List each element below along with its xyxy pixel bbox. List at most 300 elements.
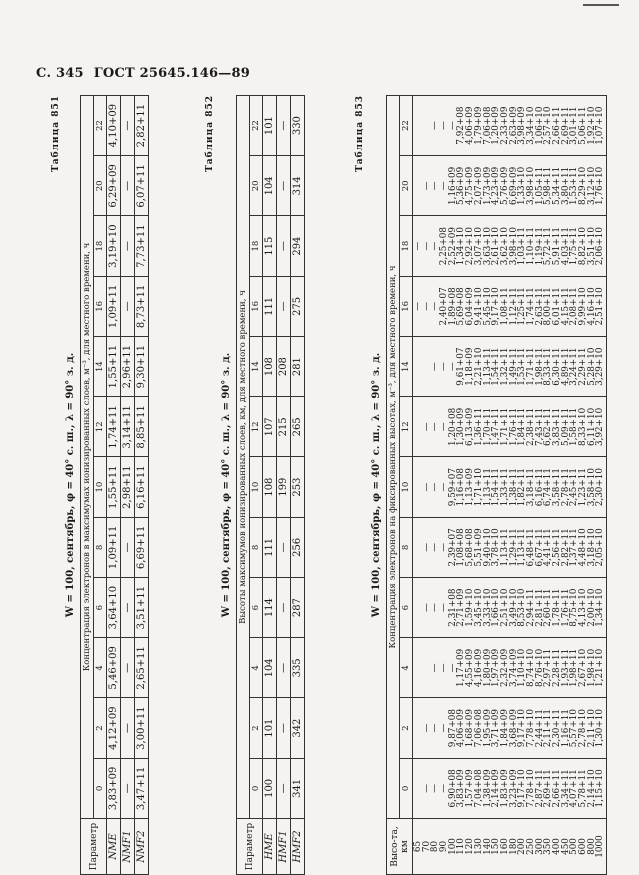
table-cell: 1,71+11 <box>525 347 536 386</box>
table-cell: 2,57+10 <box>543 106 554 145</box>
table-cell: — <box>439 783 450 793</box>
table-cell: 1,20+09 <box>491 106 502 145</box>
table-cell: 4,15+11 <box>560 287 571 326</box>
rotated-tables <box>51 95 621 875</box>
table-852-param-header: Параметр <box>237 819 263 875</box>
table-row <box>121 96 135 875</box>
table-cell: — <box>413 301 423 311</box>
table-cell: 2,14+10 <box>586 769 597 808</box>
table-cell: 9,17+10 <box>491 287 502 326</box>
table-cell: 1,74+11 <box>525 287 536 326</box>
table-cell: — <box>439 482 450 492</box>
table-cell: 8,85+11 <box>135 397 149 457</box>
table-cell: 3,80+11 <box>560 166 571 205</box>
table-cell: 2,82+11 <box>135 96 149 156</box>
table-cell: — <box>439 723 450 733</box>
table-cell: 6,90+08 <box>447 769 458 808</box>
table-cell: 7,04+08 <box>473 769 484 808</box>
table-cell: 215 <box>277 397 291 457</box>
table-cell: 2,96+11 <box>121 337 135 397</box>
table-cell: — <box>421 422 432 432</box>
table-cell: 1,82+11 <box>517 468 528 507</box>
table-cell: 1,30+10 <box>595 709 606 748</box>
table-cell: 2,67+10 <box>578 648 589 687</box>
table-cell: 294 <box>291 216 305 276</box>
table-cell: 3,83+09 <box>456 769 467 808</box>
table-cell: 3,68+09 <box>508 709 519 748</box>
table-cell: 3,00+11 <box>135 698 149 758</box>
table-cell: 3,49+10 <box>508 588 519 627</box>
hour-header: 14 <box>94 337 107 397</box>
height-value: 140 <box>482 838 493 855</box>
table-cell: 6,67+11 <box>534 528 545 567</box>
table-cell: 5,76+09 <box>499 166 510 205</box>
table-cell: 287 <box>291 578 305 638</box>
table-cell: 3,12+10 <box>586 166 597 205</box>
table-cell: 1,54+11 <box>491 347 502 386</box>
table-cell: 2,39+07 <box>447 528 458 567</box>
table-cell: 1,09+11 <box>107 517 121 577</box>
table-cell: 1,84+11 <box>517 407 528 446</box>
table-cell: 7,78+10 <box>525 769 536 808</box>
table-cell: 3,64+10 <box>107 578 121 638</box>
table-cell: — <box>439 181 450 191</box>
table-cell: 9,41+10 <box>473 287 484 326</box>
table-cell: 4,12+09 <box>107 698 121 758</box>
table-851-param-header: Параметр <box>81 819 107 875</box>
height-value: 600 <box>578 838 589 855</box>
table-cell: 253 <box>291 457 305 517</box>
table-cell: 5,06+11 <box>578 106 589 145</box>
table-cell: 2,30+11 <box>552 709 562 748</box>
table-cell: 5,57+10 <box>569 709 580 748</box>
table-cell: 4,07+11 <box>569 769 580 808</box>
table-cell: — <box>421 542 432 552</box>
table-cell: 6,62+11 <box>543 407 554 446</box>
table-853-height-header: Высо-та, км <box>387 819 413 875</box>
table-cell: 1,10+11 <box>525 227 536 266</box>
param-name: HME <box>263 819 277 875</box>
table-cell: 7,73+11 <box>135 216 149 276</box>
height-value: 65 <box>413 840 423 853</box>
table-cell: 1,17+09 <box>456 648 467 687</box>
param-name: HMF1 <box>277 819 291 875</box>
table-row <box>107 96 121 875</box>
hour-header: 8 <box>400 517 413 577</box>
table-cell: 9,87+08 <box>447 709 458 748</box>
table-cell: 1,13+09 <box>465 468 476 507</box>
table-852-subcaption: Высоты максимумов ионизированных слоев, км, для местного времени, ч <box>237 96 250 819</box>
table-853-subcaption: Концентрация электронов на фиксированных высотах, м⁻³, для местного времени, ч <box>387 96 400 819</box>
table-853-hours-row <box>400 96 413 875</box>
table-cell: 4,48+10 <box>578 528 589 567</box>
table-cell: 1,53+11 <box>569 166 580 205</box>
hour-header: 16 <box>400 276 413 336</box>
table-cell: 8,82+10 <box>578 227 589 266</box>
table-cell: 1,93+11 <box>560 648 571 687</box>
table-cell: 2,69+11 <box>560 106 571 145</box>
table-852 <box>236 95 305 875</box>
table-cell: 1,33+11 <box>499 468 510 507</box>
table-cell: 3,07+10 <box>473 227 484 266</box>
table-cell: 3,58+10 <box>586 468 597 507</box>
table-cell: 341 <box>291 758 305 818</box>
table-cell: 330 <box>291 96 305 156</box>
hour-header: 14 <box>400 337 413 397</box>
height-value: 130 <box>473 838 484 855</box>
table-cell: 2,94+11 <box>525 588 536 627</box>
table-853-block <box>355 95 607 875</box>
table-cell: 1,21+10 <box>595 648 606 687</box>
height-value: 250 <box>525 838 536 855</box>
table-cell: 2,14+09 <box>491 769 502 808</box>
table-cell: 6,29+09 <box>107 156 121 216</box>
table-cell: 6,11+10 <box>586 407 597 446</box>
table-cell: 4,16+09 <box>473 648 484 687</box>
table-cell: 2,81+11 <box>534 588 545 627</box>
table-853-heights-column <box>413 819 607 875</box>
height-value: 300 <box>534 838 545 855</box>
height-value: 1000 <box>595 835 606 858</box>
table-cell: 2,51+10 <box>595 287 606 326</box>
table-cell: 104 <box>263 638 277 698</box>
table-cell: 2,45+11 <box>569 468 580 507</box>
table-cell: 1,33+10 <box>517 166 528 205</box>
table-cell: — <box>421 241 432 251</box>
table-cell: 3,14+11 <box>121 397 135 457</box>
hour-header: 20 <box>94 156 107 216</box>
hour-header: 18 <box>94 216 107 276</box>
table-cell: 2,44+11 <box>534 709 545 748</box>
table-cell: — <box>277 96 291 156</box>
table-cell: 1,25+11 <box>517 287 528 326</box>
table-cell: 3,78+10 <box>491 528 502 567</box>
table-cell: — <box>430 542 441 552</box>
table-cell: 1,08+11 <box>499 287 510 326</box>
table-cell: 1,13+11 <box>482 468 493 507</box>
hour-header: 8 <box>94 517 107 577</box>
hour-header: 22 <box>400 96 413 156</box>
table-cell: 6,74+11 <box>543 468 554 507</box>
table-cell: 2,87+11 <box>534 769 545 808</box>
hour-header: 0 <box>400 758 413 818</box>
hour-header: 4 <box>400 638 413 698</box>
table-cell: 2,63+09 <box>508 106 519 145</box>
hour-header: 22 <box>250 96 263 156</box>
table-cell: 1,95+09 <box>482 709 493 748</box>
table-cell: 4,41+11 <box>543 528 554 567</box>
hour-header: 10 <box>250 457 263 517</box>
table-cell: — <box>430 121 441 131</box>
table-cell: 1,37+11 <box>569 528 580 567</box>
table-cell: 2,28+11 <box>552 648 562 687</box>
table-cell: 4,23+09 <box>491 166 502 205</box>
table-cell: 5,91+11 <box>552 227 562 266</box>
table-cell: — <box>421 301 432 311</box>
table-cell: — <box>447 121 458 131</box>
table-853-column <box>413 517 607 577</box>
table-cell: — <box>413 241 423 251</box>
table-cell: 6,13+09 <box>465 407 476 446</box>
table-cell: 7,06+08 <box>482 106 493 145</box>
table-cell: 1,53+11 <box>517 347 528 386</box>
hour-header: 16 <box>94 276 107 336</box>
table-cell: 6,69+11 <box>135 517 149 577</box>
table-cell: 4,03+11 <box>560 227 571 266</box>
table-cell: 314 <box>291 156 305 216</box>
table-cell: — <box>121 276 135 336</box>
table-cell: 2,60+11 <box>543 588 554 627</box>
hour-header: 10 <box>94 457 107 517</box>
table-cell: — <box>121 638 135 698</box>
table-row <box>135 96 149 875</box>
height-value: 80 <box>430 840 441 853</box>
table-cell: 2,30+10 <box>595 468 606 507</box>
table-cell: 4,06+09 <box>465 106 476 145</box>
table-cell: 7,43+11 <box>534 407 545 446</box>
table-cell: 5,36+09 <box>456 166 467 205</box>
hour-header: 18 <box>400 216 413 276</box>
table-cell: 335 <box>291 638 305 698</box>
table-853-caption: W = 100, сентябрь, φ = 40° с. ш., λ = 90° з. д. <box>371 352 382 618</box>
table-853-title: Таблица 853 <box>355 95 365 172</box>
hour-header: 20 <box>400 156 413 216</box>
table-cell: 9,61+07 <box>456 347 467 386</box>
table-cell: 1,09+11 <box>107 276 121 336</box>
table-cell: 1,80+09 <box>482 648 493 687</box>
hour-header: 6 <box>94 578 107 638</box>
hour-header: 16 <box>250 276 263 336</box>
table-cell: 8,29+10 <box>578 166 589 205</box>
table-cell: 1,23+11 <box>578 468 589 507</box>
table-cell: 5,51+09 <box>473 528 484 567</box>
table-cell: 5,45+10 <box>482 287 493 326</box>
table-cell: 2,11+11 <box>543 709 554 748</box>
table-cell: 3,29+10 <box>595 347 606 386</box>
table-cell: 3,83+09 <box>107 758 121 818</box>
table-row <box>263 96 277 875</box>
table-cell: 1,66+10 <box>491 588 502 627</box>
table-cell: 1,08+08 <box>456 528 467 567</box>
table-cell: 1,38+09 <box>482 769 493 808</box>
table-cell: 199 <box>277 457 291 517</box>
table-cell: — <box>430 783 441 793</box>
table-cell: 3,45+10 <box>473 588 484 627</box>
table-853 <box>386 95 607 875</box>
table-853-column <box>413 638 607 698</box>
table-cell: 3,62+10 <box>499 227 510 266</box>
table-cell: 1,76+10 <box>595 166 606 205</box>
table-cell: 5,78+11 <box>578 769 589 808</box>
table-853-column <box>413 457 607 517</box>
hour-header: 12 <box>400 397 413 457</box>
table-cell: 8,73+11 <box>135 276 149 336</box>
height-value: 450 <box>560 838 571 855</box>
table-853-column <box>413 216 607 276</box>
table-cell: 1,29+11 <box>508 528 519 567</box>
table-cell: 8,76+10 <box>534 648 545 687</box>
table-cell: 9,17+10 <box>517 709 528 748</box>
param-name: HMF2 <box>291 819 305 875</box>
table-cell: 1,59+10 <box>465 588 476 627</box>
table-cell: — <box>121 156 135 216</box>
table-cell: 2,82+11 <box>560 528 571 567</box>
table-853-column <box>413 337 607 397</box>
table-cell: 6,01+11 <box>552 287 562 326</box>
table-cell: 4,55+09 <box>465 648 476 687</box>
table-cell: 3,47+11 <box>135 758 149 818</box>
table-cell: 342 <box>291 698 305 758</box>
table-cell: 1,98+11 <box>534 347 545 386</box>
table-cell: — <box>421 603 432 613</box>
table-cell: 2,69+11 <box>543 769 554 808</box>
table-cell: 3,98+10 <box>508 227 519 266</box>
table-cell: 1,68+09 <box>465 709 476 748</box>
table-cell: 1,75+11 <box>569 227 580 266</box>
table-cell: 2,78+11 <box>560 468 571 507</box>
table-cell: 2,78+10 <box>578 709 589 748</box>
table-cell: — <box>439 542 450 552</box>
table-cell: 2,38+11 <box>525 407 536 446</box>
table-cell: 2,33+09 <box>499 106 510 145</box>
table-cell: 3,51+11 <box>135 578 149 638</box>
height-value: 100 <box>447 838 458 855</box>
table-cell: 1,30+09 <box>456 407 467 446</box>
table-cell: 6,48+11 <box>525 528 536 567</box>
table-cell: 1,32+11 <box>499 347 510 386</box>
table-cell: 2,31+08 <box>447 588 458 627</box>
table-cell: 6,16+11 <box>135 457 149 517</box>
table-cell: 9,59+07 <box>447 468 458 507</box>
table-cell: 4,06+09 <box>456 709 467 748</box>
table-cell: — <box>421 723 432 733</box>
table-cell: 8,75+10 <box>569 588 580 627</box>
table-cell: 1,97+09 <box>491 648 502 687</box>
table-cell: 2,00+10 <box>586 588 597 627</box>
table-cell: 6,04+09 <box>465 287 476 326</box>
table-cell: 7,92+08 <box>456 106 467 145</box>
table-cell: 1,79+09 <box>473 106 484 145</box>
table-cell: 101 <box>263 96 277 156</box>
table-cell: 5,68+08 <box>465 528 476 567</box>
table-cell: 2,61+10 <box>491 227 502 266</box>
hour-header: 8 <box>250 517 263 577</box>
table-cell: 1,15+10 <box>595 769 606 808</box>
table-cell: 1,70+11 <box>482 407 493 446</box>
table-cell: 2,05+10 <box>595 528 606 567</box>
table-cell: 111 <box>263 276 277 336</box>
table-cell: — <box>430 482 441 492</box>
table-cell: 1,83+09 <box>499 769 510 808</box>
table-cell: 107 <box>263 397 277 457</box>
height-value: 160 <box>499 838 510 855</box>
table-852-title: Таблица 852 <box>205 95 215 172</box>
table-cell: 3,18+11 <box>525 468 536 507</box>
table-cell: — <box>121 698 135 758</box>
table-cell: — <box>277 216 291 276</box>
table-cell: 3,34+11 <box>560 769 571 808</box>
table-cell: 1,03+11 <box>517 227 528 266</box>
table-cell: 5,72+11 <box>543 227 554 266</box>
table-cell: — <box>430 603 441 613</box>
table-cell: 115 <box>263 216 277 276</box>
table-cell: 1,84+09 <box>499 709 510 748</box>
table-cell: — <box>277 758 291 818</box>
table-cell: 2,92+10 <box>465 227 476 266</box>
table-row <box>277 96 291 875</box>
table-cell: 4,89+11 <box>560 347 571 386</box>
table-cell: 1,16+11 <box>560 709 571 748</box>
table-cell: — <box>439 663 450 673</box>
hour-header: 20 <box>250 156 263 216</box>
table-cell: — <box>430 723 441 733</box>
hour-header: 0 <box>94 758 107 818</box>
corner-dash <box>583 4 619 6</box>
table-cell: 1,34+10 <box>456 227 467 266</box>
table-853-column <box>413 276 607 336</box>
table-cell: 2,56+11 <box>552 528 562 567</box>
standard-title: ГОСТ 25645.146—89 <box>93 66 250 81</box>
hour-header: 6 <box>250 578 263 638</box>
table-851-caption: W = 100, сентябрь, φ = 40° с. ш., λ = 90° з. д. <box>65 352 76 618</box>
table-cell: 2,08+11 <box>569 287 580 326</box>
table-cell: 5,98+11 <box>543 166 554 205</box>
table-cell: 3,74+09 <box>508 648 519 687</box>
table-cell: 1,19+11 <box>534 227 545 266</box>
hour-header: 12 <box>250 397 263 457</box>
table-cell: — <box>421 482 432 492</box>
page-header <box>36 66 250 81</box>
table-cell: 1,05+11 <box>534 166 545 205</box>
table-cell: 4,16+10 <box>586 287 597 326</box>
table-cell: — <box>277 517 291 577</box>
table-cell: 3,98+10 <box>525 166 536 205</box>
hour-header: 0 <box>250 758 263 818</box>
table-cell: 5,34+11 <box>552 166 562 205</box>
hour-header: 6 <box>400 578 413 638</box>
table-cell: 3,92+10 <box>595 407 606 446</box>
table-cell: 3,18+10 <box>586 528 597 567</box>
height-value: 70 <box>421 840 432 853</box>
table-cell: — <box>277 638 291 698</box>
height-value: 120 <box>465 838 476 855</box>
table-cell: 3,34+10 <box>525 106 536 145</box>
table-852-hours-row <box>250 96 263 875</box>
table-cell: 108 <box>263 337 277 397</box>
height-value: 400 <box>552 838 562 855</box>
table-cell: 2,07+09 <box>473 166 484 205</box>
table-cell: — <box>277 156 291 216</box>
table-cell: 2,11+10 <box>586 709 597 748</box>
table-cell: — <box>439 422 450 432</box>
table-cell: 5,46+09 <box>107 638 121 698</box>
param-name: NMF2 <box>135 819 149 875</box>
hour-header: 2 <box>400 698 413 758</box>
table-cell: 208 <box>277 337 291 397</box>
table-cell: 2,51+10 <box>499 588 510 627</box>
table-cell: 2,97+11 <box>543 648 554 687</box>
table-cell: — <box>277 698 291 758</box>
table-853-column <box>413 758 607 818</box>
table-cell: 1,89+08 <box>447 287 458 326</box>
table-cell: 2,71+09 <box>456 588 467 627</box>
table-cell: 2,63+11 <box>534 287 545 326</box>
table-cell: 1,38+11 <box>508 468 519 507</box>
hour-header: 12 <box>94 397 107 457</box>
table-cell: 256 <box>291 517 305 577</box>
table-cell: 3,83+11 <box>552 407 562 446</box>
table-cell: 114 <box>263 578 277 638</box>
